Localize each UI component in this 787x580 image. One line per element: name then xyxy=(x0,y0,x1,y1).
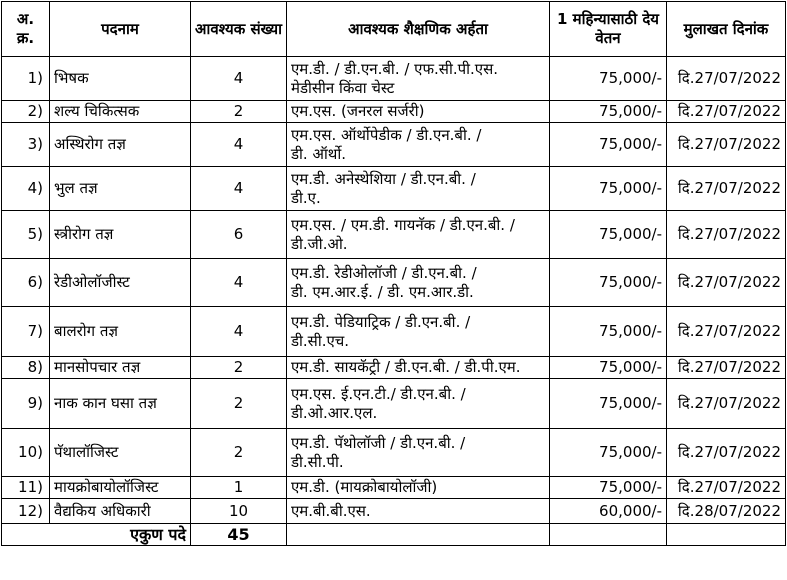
row-salary: 60,000/- xyxy=(550,499,667,524)
row-interview-date: दि.28/07/2022 xyxy=(667,499,786,524)
row-salary: 75,000/- xyxy=(550,259,667,307)
row-post: बालरोग तज्ञ xyxy=(50,307,191,357)
row-interview-date: दि.27/07/2022 xyxy=(667,357,786,379)
row-salary: 75,000/- xyxy=(550,123,667,167)
qualification-line-2: डी.सी.एच. xyxy=(291,331,350,350)
row-post: अस्थिरोग तज्ञ xyxy=(50,123,191,167)
row-qualification xyxy=(287,499,550,524)
table-row xyxy=(2,307,786,357)
table-row xyxy=(2,259,786,307)
qualification-line-1: एम.एस. ई.एन.टी./ डी.एन.बी. / xyxy=(291,384,466,403)
table-row xyxy=(2,499,786,524)
row-qualification xyxy=(287,379,550,429)
row-qualification xyxy=(287,429,550,477)
row-count: 4 xyxy=(191,259,287,307)
row-count: 1 xyxy=(191,477,287,499)
qualification-line-2: डी.ओ.आर.एल. xyxy=(291,403,378,422)
header-salary: 1 महिन्यासाठी देय वेतन xyxy=(550,2,667,57)
row-post: शल्य चिकित्सक xyxy=(50,101,191,123)
row-post: पॅथालॉजिस्ट xyxy=(50,429,191,477)
qualification-line-1: एम.डी. सायकॅट्री / डी.एन.बी. / डी.पी.एम. xyxy=(291,358,521,376)
row-post: भुल तज्ञ xyxy=(50,167,191,211)
row-sr: 6) xyxy=(2,259,50,307)
qualification-line-1: एम.डी. पेडियाट्रिक / डी.एन.बी. / xyxy=(291,312,471,331)
total-row xyxy=(2,524,786,546)
row-qualification xyxy=(287,307,550,357)
row-count: 4 xyxy=(191,123,287,167)
table-row xyxy=(2,211,786,259)
row-post: मानसोपचार तज्ञ xyxy=(50,357,191,379)
table-row xyxy=(2,57,786,101)
row-sr: 1) xyxy=(2,57,50,101)
qualification-line-2: डी.ए. xyxy=(291,188,321,207)
row-sr: 7) xyxy=(2,307,50,357)
header-qualification: आवश्यक शैक्षणिक अर्हता xyxy=(287,2,550,57)
row-qualification xyxy=(287,211,550,259)
header-count: आवश्यक संख्या xyxy=(191,2,287,57)
posts-table xyxy=(1,1,786,546)
row-salary: 75,000/- xyxy=(550,477,667,499)
row-interview-date: दि.27/07/2022 xyxy=(667,123,786,167)
qualification-line-1: एम.डी. अनेस्थेशिया / डी.एन.बी. / xyxy=(291,169,476,188)
row-sr: 11) xyxy=(2,477,50,499)
row-sr: 3) xyxy=(2,123,50,167)
qualification-line-2: डी. ऑर्थो. xyxy=(291,144,347,163)
row-interview-date: दि.27/07/2022 xyxy=(667,259,786,307)
row-sr: 8) xyxy=(2,357,50,379)
row-count: 2 xyxy=(191,357,287,379)
row-sr: 5) xyxy=(2,211,50,259)
row-interview-date: दि.27/07/2022 xyxy=(667,211,786,259)
row-interview-date: दि.27/07/2022 xyxy=(667,307,786,357)
row-count: 6 xyxy=(191,211,287,259)
row-count: 4 xyxy=(191,307,287,357)
row-sr: 2) xyxy=(2,101,50,123)
row-post: मायक्रोबायोलॉजिस्ट xyxy=(50,477,191,499)
qualification-line-2: मेडीसीन किंवा चेस्ट xyxy=(291,78,395,97)
row-post: भिषक xyxy=(50,57,191,101)
total-label: एकुण पदे xyxy=(2,524,191,546)
table-row xyxy=(2,477,786,499)
row-sr: 12) xyxy=(2,499,50,524)
row-interview-date: दि.27/07/2022 xyxy=(667,477,786,499)
row-qualification xyxy=(287,57,550,101)
header-sr: अ. क्र. xyxy=(2,2,50,57)
row-salary: 75,000/- xyxy=(550,379,667,429)
row-salary: 75,000/- xyxy=(550,57,667,101)
table-row xyxy=(2,101,786,123)
row-salary: 75,000/- xyxy=(550,429,667,477)
qualification-line-2: डी. एम.आर.ई. / डी. एम.आर.डी. xyxy=(291,282,474,301)
table-row xyxy=(2,429,786,477)
header-interview-date: मुलाखत दिनांक xyxy=(667,2,786,57)
row-salary: 75,000/- xyxy=(550,211,667,259)
table-row xyxy=(2,123,786,167)
row-post: स्त्रीरोग तज्ञ xyxy=(50,211,191,259)
row-salary: 75,000/- xyxy=(550,307,667,357)
row-sr: 9) xyxy=(2,379,50,429)
row-post: वैद्यकिय अधिकारी xyxy=(50,499,191,524)
row-post: रेडीओलॉजीस्ट xyxy=(50,259,191,307)
total-value: 45 xyxy=(191,524,287,546)
table-row xyxy=(2,379,786,429)
row-sr: 10) xyxy=(2,429,50,477)
row-interview-date: दि.27/07/2022 xyxy=(667,379,786,429)
qualification-line-1: एम.बी.बी.एस. xyxy=(291,501,371,520)
row-qualification xyxy=(287,259,550,307)
row-count: 10 xyxy=(191,499,287,524)
row-interview-date: दि.27/07/2022 xyxy=(667,429,786,477)
qualification-line-1: एम.एस. / एम.डी. गायनॅक / डी.एन.बी. / xyxy=(291,215,515,234)
qualification-line-1: एम.डी. / डी.एन.बी. / एफ.सी.पी.एस. xyxy=(291,59,498,78)
row-salary: 75,000/- xyxy=(550,167,667,211)
qualification-line-2: डी.जी.ओ. xyxy=(291,234,348,253)
row-interview-date: दि.27/07/2022 xyxy=(667,101,786,123)
row-count: 2 xyxy=(191,101,287,123)
row-qualification xyxy=(287,357,550,379)
row-sr: 4) xyxy=(2,167,50,211)
qualification-line-1: एम.डी. रेडीओलॉजी / डी.एन.बी. / xyxy=(291,263,477,282)
qualification-line-1: एम.एस. ऑर्थोपेडीक / डी.एन.बी. / xyxy=(291,125,482,144)
row-salary: 75,000/- xyxy=(550,101,667,123)
row-interview-date: दि.27/07/2022 xyxy=(667,167,786,211)
qualification-line-2: डी.सी.पी. xyxy=(291,452,344,471)
row-salary: 75,000/- xyxy=(550,357,667,379)
table-row xyxy=(2,167,786,211)
row-interview-date: दि.27/07/2022 xyxy=(667,57,786,101)
table-header-row xyxy=(2,2,786,57)
table-row xyxy=(2,357,786,379)
row-qualification xyxy=(287,167,550,211)
header-post: पदनाम xyxy=(50,2,191,57)
row-count: 4 xyxy=(191,57,287,101)
qualification-line-1: एम.डी. पॅथोलॉजी / डी.एन.बी. / xyxy=(291,433,466,452)
row-qualification xyxy=(287,477,550,499)
row-qualification xyxy=(287,101,550,123)
row-post: नाक कान घसा तज्ञ xyxy=(50,379,191,429)
qualification-line-1: एम.एस. (जनरल सर्जरी) xyxy=(291,102,425,120)
row-count: 2 xyxy=(191,379,287,429)
row-count: 4 xyxy=(191,167,287,211)
qualification-line-1: एम.डी. (मायक्रोबायोलॉजी) xyxy=(291,478,438,496)
row-count: 2 xyxy=(191,429,287,477)
row-qualification xyxy=(287,123,550,167)
